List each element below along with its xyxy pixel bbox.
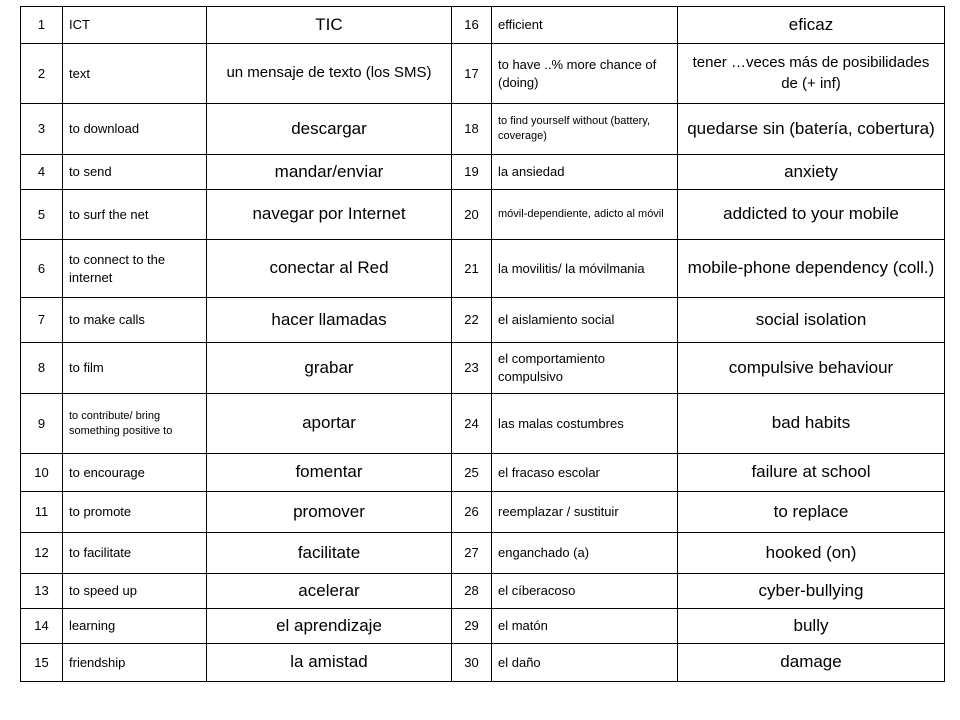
row-number-cell: 29 — [452, 609, 492, 644]
row-number-cell: 10 — [21, 454, 63, 492]
row-number-cell: 1 — [21, 7, 63, 44]
row-number-cell: 6 — [21, 240, 63, 298]
english-term-cell: to surf the net — [63, 190, 207, 240]
table-row — [21, 240, 945, 298]
spanish-translation-cell: mandar/enviar — [207, 155, 452, 190]
english-term-cell: ICT — [63, 7, 207, 44]
source-term-cell: enganchado (a) — [492, 533, 678, 574]
table-row — [21, 533, 945, 574]
table-row — [21, 44, 945, 104]
spanish-translation-cell: la amistad — [207, 644, 452, 682]
row-number-cell: 19 — [452, 155, 492, 190]
row-number-cell: 7 — [21, 298, 63, 343]
row-number-cell: 5 — [21, 190, 63, 240]
translation-cell: damage — [678, 644, 945, 682]
english-term-cell: to promote — [63, 492, 207, 533]
row-number-cell: 11 — [21, 492, 63, 533]
table-row — [21, 574, 945, 609]
translation-cell: anxiety — [678, 155, 945, 190]
row-number-cell: 14 — [21, 609, 63, 644]
row-number-cell: 24 — [452, 394, 492, 454]
row-number-cell: 9 — [21, 394, 63, 454]
translation-cell: cyber-bullying — [678, 574, 945, 609]
vocabulary-table — [20, 6, 945, 682]
table-row — [21, 492, 945, 533]
spanish-translation-cell: fomentar — [207, 454, 452, 492]
row-number-cell: 2 — [21, 44, 63, 104]
translation-cell: quedarse sin (batería, cobertura) — [678, 104, 945, 155]
english-term-cell: friendship — [63, 644, 207, 682]
source-term-cell: el daño — [492, 644, 678, 682]
english-term-cell: to contribute/ bring something positive to — [63, 394, 207, 454]
spanish-translation-cell: aportar — [207, 394, 452, 454]
english-term-cell: to speed up — [63, 574, 207, 609]
source-term-cell: el comportamiento compulsivo — [492, 343, 678, 394]
english-term-cell: learning — [63, 609, 207, 644]
spanish-translation-cell: facilitate — [207, 533, 452, 574]
translation-cell: failure at school — [678, 454, 945, 492]
row-number-cell: 3 — [21, 104, 63, 155]
table-row — [21, 155, 945, 190]
source-term-cell: la movilitis/ la móvilmania — [492, 240, 678, 298]
row-number-cell: 20 — [452, 190, 492, 240]
row-number-cell: 18 — [452, 104, 492, 155]
row-number-cell: 15 — [21, 644, 63, 682]
spanish-translation-cell: el aprendizaje — [207, 609, 452, 644]
row-number-cell: 4 — [21, 155, 63, 190]
row-number-cell: 8 — [21, 343, 63, 394]
table-row — [21, 609, 945, 644]
spanish-translation-cell: TIC — [207, 7, 452, 44]
row-number-cell: 25 — [452, 454, 492, 492]
vocabulary-table-body — [21, 7, 945, 682]
table-row — [21, 454, 945, 492]
table-row — [21, 298, 945, 343]
translation-cell: bad habits — [678, 394, 945, 454]
translation-cell: hooked (on) — [678, 533, 945, 574]
spanish-translation-cell: un mensaje de texto (los SMS) — [207, 44, 452, 104]
source-term-cell: las malas costumbres — [492, 394, 678, 454]
english-term-cell: to facilitate — [63, 533, 207, 574]
spanish-translation-cell: conectar al Red — [207, 240, 452, 298]
row-number-cell: 30 — [452, 644, 492, 682]
table-row — [21, 104, 945, 155]
source-term-cell: efficient — [492, 7, 678, 44]
translation-cell: tener …veces más de posibilidades de (+ inf) — [678, 44, 945, 104]
table-row — [21, 190, 945, 240]
table-row — [21, 7, 945, 44]
row-number-cell: 22 — [452, 298, 492, 343]
source-term-cell: la ansiedad — [492, 155, 678, 190]
table-row — [21, 394, 945, 454]
row-number-cell: 16 — [452, 7, 492, 44]
table-row — [21, 343, 945, 394]
translation-cell: eficaz — [678, 7, 945, 44]
translation-cell: bully — [678, 609, 945, 644]
row-number-cell: 28 — [452, 574, 492, 609]
translation-cell: social isolation — [678, 298, 945, 343]
spanish-translation-cell: hacer llamadas — [207, 298, 452, 343]
source-term-cell: reemplazar / sustituir — [492, 492, 678, 533]
english-term-cell: to make calls — [63, 298, 207, 343]
table-row — [21, 644, 945, 682]
row-number-cell: 17 — [452, 44, 492, 104]
english-term-cell: to connect to the internet — [63, 240, 207, 298]
translation-cell: to replace — [678, 492, 945, 533]
row-number-cell: 27 — [452, 533, 492, 574]
translation-cell: compulsive behaviour — [678, 343, 945, 394]
spanish-translation-cell: acelerar — [207, 574, 452, 609]
spanish-translation-cell: descargar — [207, 104, 452, 155]
english-term-cell: to download — [63, 104, 207, 155]
source-term-cell: to have ..% more chance of (doing) — [492, 44, 678, 104]
row-number-cell: 26 — [452, 492, 492, 533]
source-term-cell: to find yourself without (battery, coverage) — [492, 104, 678, 155]
source-term-cell: el cíberacoso — [492, 574, 678, 609]
row-number-cell: 12 — [21, 533, 63, 574]
translation-cell: addicted to your mobile — [678, 190, 945, 240]
english-term-cell: to encourage — [63, 454, 207, 492]
row-number-cell: 21 — [452, 240, 492, 298]
row-number-cell: 13 — [21, 574, 63, 609]
translation-cell: mobile-phone dependency (coll.) — [678, 240, 945, 298]
row-number-cell: 23 — [452, 343, 492, 394]
source-term-cell: móvil-dependiente, adicto al móvil — [492, 190, 678, 240]
spanish-translation-cell: grabar — [207, 343, 452, 394]
source-term-cell: el matón — [492, 609, 678, 644]
source-term-cell: el fracaso escolar — [492, 454, 678, 492]
english-term-cell: to film — [63, 343, 207, 394]
english-term-cell: to send — [63, 155, 207, 190]
spanish-translation-cell: promover — [207, 492, 452, 533]
english-term-cell: text — [63, 44, 207, 104]
source-term-cell: el aislamiento social — [492, 298, 678, 343]
spanish-translation-cell: navegar por Internet — [207, 190, 452, 240]
